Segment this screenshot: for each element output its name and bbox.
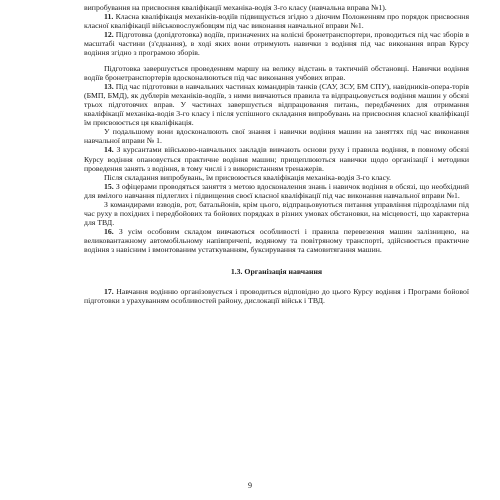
paragraph-text: Навчання водінню організовується і проводиться відповідно до цього Курсу водіння і Програми бойової підготовки з урахуванням особливостей району, дислокації військ і ТВД. xyxy=(84,286,469,305)
paragraph-12-continued xyxy=(84,64,469,82)
paragraph-17 xyxy=(84,287,469,305)
paragraph-15 xyxy=(84,182,469,200)
paragraph-text: Класна кваліфікація механіків-водіїв підвищується згідно з діючим Положенням про порядок присвоєння класної кваліфікації військовослужбовцям під час виконання навчальної вправи №1. xyxy=(84,12,470,31)
paragraph-text: З командирами взводів, рот, батальйонів, крім цього, відпрацьовуються питання управління підрозділами під час руху в похідних і передбойових та бойових порядках в різних умовах обстановки, на місцевості, що характерна для ТВД. xyxy=(84,199,469,228)
paragraph-list xyxy=(84,3,469,255)
paragraph-continuation xyxy=(84,3,469,12)
paragraph-text: Під час підготовки в навчальних частинах командирів танків (САУ, ЗСУ, БМ СПУ), навідників-опера-торів (БМП, БМД), як дублерів механіків-водіїв, з ними вивчаються правила та відпрацьовується водіння машин у обсязі трьох підготовчих вправ. У частинах завершується відпрацювання питань, передбачених для отримання кваліфікації механіка-водія 3-го класу і після успішного складання випробувань на присвоєння класної кваліфікації їм присвоюється ця кваліфікація. xyxy=(84,81,469,128)
paragraph-text: З офіцерами проводяться заняття з метою вдосконалення знань і навичок водіння в обсязі, що необхідний для вмілого навчання підлеглих і підвищення своєї класної кваліфікації під час виконання навчальної вправи №1. xyxy=(84,181,470,200)
paragraph-number: 17. xyxy=(104,286,114,296)
paragraph-16 xyxy=(84,227,469,254)
paragraph-number: 16. xyxy=(104,227,114,237)
paragraph-14-continued xyxy=(84,173,469,182)
paragraph-13-continued xyxy=(84,127,469,145)
paragraph-text: Підготовка завершується проведенням маршу на велику відстань в тактичній обстановці. Навички водіння водіїв бронетранспортерів вдосконалюються під час виконання учбових вправ. xyxy=(84,63,469,82)
paragraph-12 xyxy=(84,30,469,57)
paragraph-number: 13. xyxy=(104,81,114,91)
paragraph-text: Підготовка (допідготовка) водіїв, призначених на колісні бронетранспортери, проводиться під час зборів в масштабі частини (з'єднання), в ході яких вони отримують навички з водіння під час виконання вправ Курсу водіння згідно з програмою зборів. xyxy=(84,30,470,58)
section-heading: 1.3. Організація навчання xyxy=(230,266,323,276)
paragraph-text: У подальшому вони вдосконалюють свої знання і навички водіння машин на заняттях під час виконання навчальної вправи № 1. xyxy=(84,127,469,146)
paragraph-number: 11. xyxy=(104,12,114,22)
paragraph-number: 15. xyxy=(104,181,114,191)
paragraph-text: З курсантами військово-навчальних закладів вивчають основи руху і правила водіння, в повному обсязі Курсу водіння опановується практичне водіння машин; прищеплюються навички щодо організації і методики проведення занять з водіння, в тому числі і з використанням тренажерів. xyxy=(84,145,469,173)
paragraph-number: 14. xyxy=(104,145,114,155)
paragraph-text: З усім особовим складом вивчаються особливості і правила перевезення машин залізницею, на великовантажному автомобільному напівпричепі, водяному та повітряному транспорті, здійснюється практичне водіння з навісним і вмонтованим устаткуванням, буксирування та самовитягання машин. xyxy=(84,227,469,255)
paragraph-11 xyxy=(84,12,469,30)
paragraph-number: 12. xyxy=(104,30,114,40)
page-number: 9 xyxy=(248,481,252,490)
paragraph-text: Після складання випробувань, їм присвоюється кваліфікація механіка-водія 3-го класу. xyxy=(104,172,391,182)
paragraph-15-continued xyxy=(84,200,469,227)
paragraph-text: випробування на присвоєння кваліфікації механіка-водія 3-го класу (навчальна вправа №1). xyxy=(84,3,387,12)
paragraph-13 xyxy=(84,82,469,127)
paragraph-14 xyxy=(84,145,469,172)
